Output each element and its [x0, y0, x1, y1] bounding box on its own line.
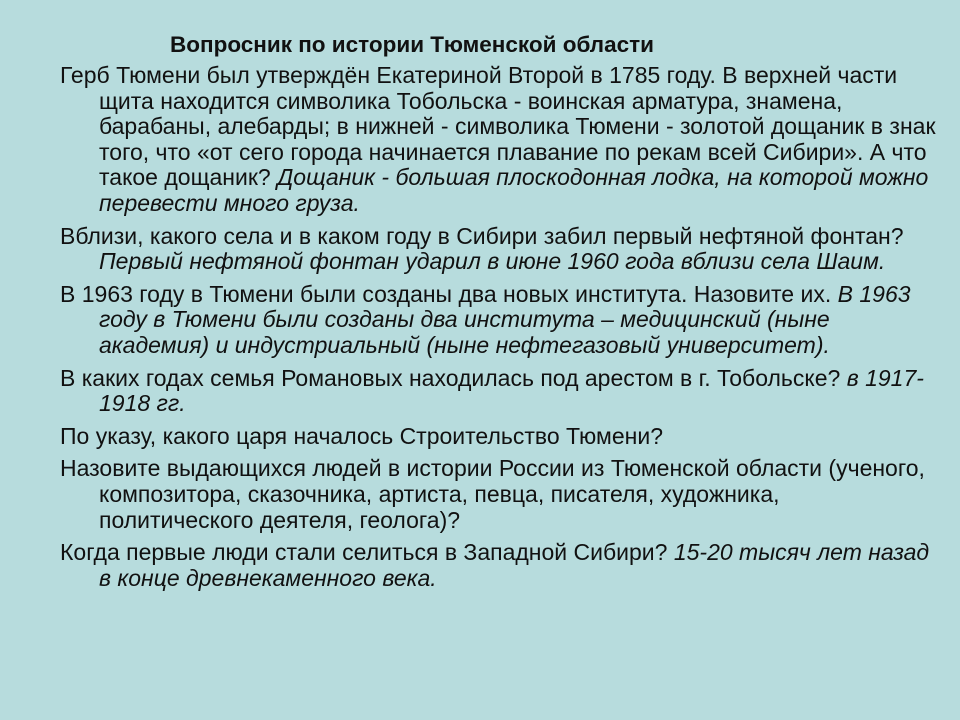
question-item — [60, 366, 940, 417]
question-text: Когда первые люди стали селиться в Западной Сибири? — [60, 539, 668, 566]
question-text: Назовите выдающихся людей в истории России из Тюменской области (ученого, композитора, сказочника, артиста, певца, писателя, художника, политического деятеля, геолога)? — [60, 455, 925, 533]
question-item — [60, 224, 940, 275]
question-text: Вблизи, какого села и в каком году в Сибири забил первый нефтяной фонтан? — [60, 222, 904, 249]
answer-text: в 1917-1918 гг. — [99, 364, 924, 417]
answer-text: Дощаник - большая плоскодонная лодка, на которой можно перевести много груза. — [99, 164, 929, 216]
question-text: По указу, какого царя началось Строительство Тюмени? — [60, 422, 663, 449]
answer-text: 15-20 тысяч лет назад в конце древнекаменного века. — [99, 539, 930, 591]
question-item — [60, 282, 940, 359]
question-text: В 1963 году в Тюмени были созданы два новых института. Назовите их. — [60, 280, 832, 307]
question-item — [60, 540, 940, 591]
slide-title: Вопросник по истории Тюменской области — [170, 32, 654, 57]
question-item — [60, 63, 940, 217]
question-item — [60, 424, 940, 450]
question-item — [60, 456, 940, 533]
answer-text: В 1963 году в Тюмени были созданы два института – медицинский (ныне академия) и индустриальный (ныне нефтегазовый университет). — [99, 280, 911, 358]
answer-text: Первый нефтяной фонтан ударил в июне 1960 года вблизи села Шаим. — [99, 248, 886, 275]
question-list — [60, 63, 940, 598]
question-text: Герб Тюмени был утверждён Екатериной Второй в 1785 году. В верхней части щита находится символика Тобольска - воинская арматура, знамена, барабаны, алебарды; в нижней - символика Тюмени - золотой дощаник в знак того, что «от сего города начинается плавание по рекам всей Сибири». А что такое дощаник? — [60, 62, 936, 191]
question-text: В каких годах семья Романовых находилась под арестом в г. Тобольске? — [60, 364, 841, 391]
